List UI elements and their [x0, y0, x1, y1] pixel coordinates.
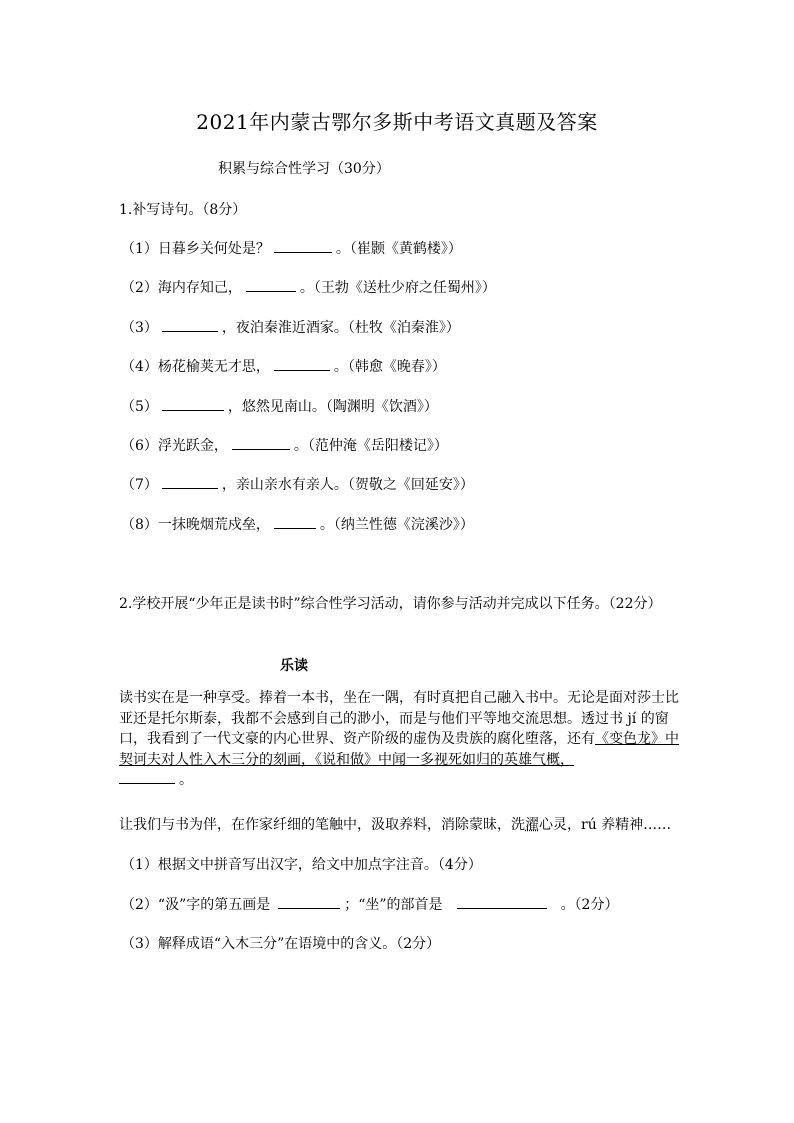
- q2-subtitle: 乐读: [280, 658, 308, 674]
- answer-blank[interactable]: [119, 771, 175, 784]
- answer-blank[interactable]: [246, 279, 296, 292]
- q1-item-2: [121, 277, 496, 297]
- item-text: （4）杨花榆荚无才思，: [121, 359, 270, 375]
- q1-item-1: [121, 238, 462, 258]
- q1-item-5: [121, 396, 438, 416]
- item-text: （3）: [121, 320, 158, 336]
- item-text: ，悠然见南山。（陶渊明《饮酒》）: [227, 399, 438, 415]
- answer-blank[interactable]: [457, 896, 547, 909]
- item-text: ，夜泊秦淮近酒家。（杜牧《泊秦淮》）: [221, 320, 460, 336]
- item-text: （2）海内存知己，: [121, 280, 242, 296]
- q1-item-6: [121, 435, 448, 455]
- reading-paragraph-1: [119, 688, 689, 791]
- paragraph-text: 让我们与书为伴，在作家纤细的笔触中，汲取养料，消除蒙昧，洗: [119, 817, 525, 833]
- q1-item-3: [121, 317, 460, 337]
- q1-item-8: [121, 514, 474, 534]
- q1-item-7: [121, 474, 474, 494]
- paragraph-text: 心灵，rú 养精神……: [539, 817, 672, 833]
- answer-blank[interactable]: [274, 358, 330, 371]
- q2-sub-1: （1）根据文中拼音写出汉字，给文中加点字注音。（4分）: [121, 857, 482, 873]
- item-text: （1）日暮乡关何处是？: [121, 241, 270, 257]
- dotted-character: 濯: [525, 817, 539, 833]
- answer-blank[interactable]: [232, 437, 290, 450]
- item-text: 。（王勃《送杜少府之任蜀州》）: [299, 280, 496, 296]
- q2-stem: 2.学校开展“少年正是读书时”综合性学习活动，请你参与活动并完成以下任务。（22分）: [119, 596, 662, 612]
- item-text: （7）: [121, 477, 158, 493]
- underlined-text: 《变色龙》中契诃夫对人性入木三分的刻画，《说和做》中闻一多视死如归的英雄气概，: [119, 731, 679, 768]
- item-text: 。（范仲淹《岳阳楼记》）: [293, 438, 448, 454]
- document-title: 2021年内蒙古鄂尔多斯中考语文真题及答案: [196, 110, 598, 134]
- item-text: ，亲山亲水有亲人。（贺敬之《回延安》）: [221, 477, 474, 493]
- answer-blank[interactable]: [274, 240, 332, 253]
- q1-item-4: [121, 356, 446, 376]
- item-text: 。（2分）: [560, 897, 619, 913]
- item-text: （8）一抹晚烟荒戍垒，: [121, 517, 270, 533]
- reading-paragraph-2: [119, 815, 689, 836]
- q2-sub-3: （3）解释成语“入木三分”在语境中的含义。（2分）: [121, 936, 441, 952]
- item-text: （6）浮光跃金，: [121, 438, 228, 454]
- answer-blank[interactable]: [278, 896, 340, 909]
- paragraph-text: 读书实在是一种享受。捧着一本书，坐在一隅，有时真把自己融入书中。无论是面对莎士比亚还是托尔斯泰，我都不会感到自己的渺小，而是与他们平等地交流思想。透过书 jí 的窗口，我看到了一代文豪的内心世界、资产阶级的虚伪及贵族的腐化堕落，还有: [119, 690, 679, 747]
- item-text: （5）: [121, 399, 158, 415]
- answer-blank[interactable]: [274, 516, 316, 529]
- item-text: ；“坐”的部首是: [344, 897, 443, 913]
- item-text: 。（崔颢《黄鹤楼》）: [335, 241, 462, 257]
- item-text: 。（韩愈《晚春》）: [333, 359, 446, 375]
- q2-sub-2: [121, 894, 618, 914]
- answer-blank[interactable]: [162, 476, 218, 489]
- paragraph-text: 。: [179, 772, 193, 788]
- answer-blank[interactable]: [162, 398, 224, 411]
- item-text: （2）“汲”字的第五画是: [121, 897, 271, 913]
- item-text: 。（纳兰性德《浣溪沙》）: [319, 517, 474, 533]
- q1-stem: 1.补写诗句。（8分）: [119, 202, 247, 218]
- answer-blank[interactable]: [162, 319, 218, 332]
- section-heading: 积累与综合性学习（30分）: [218, 161, 390, 177]
